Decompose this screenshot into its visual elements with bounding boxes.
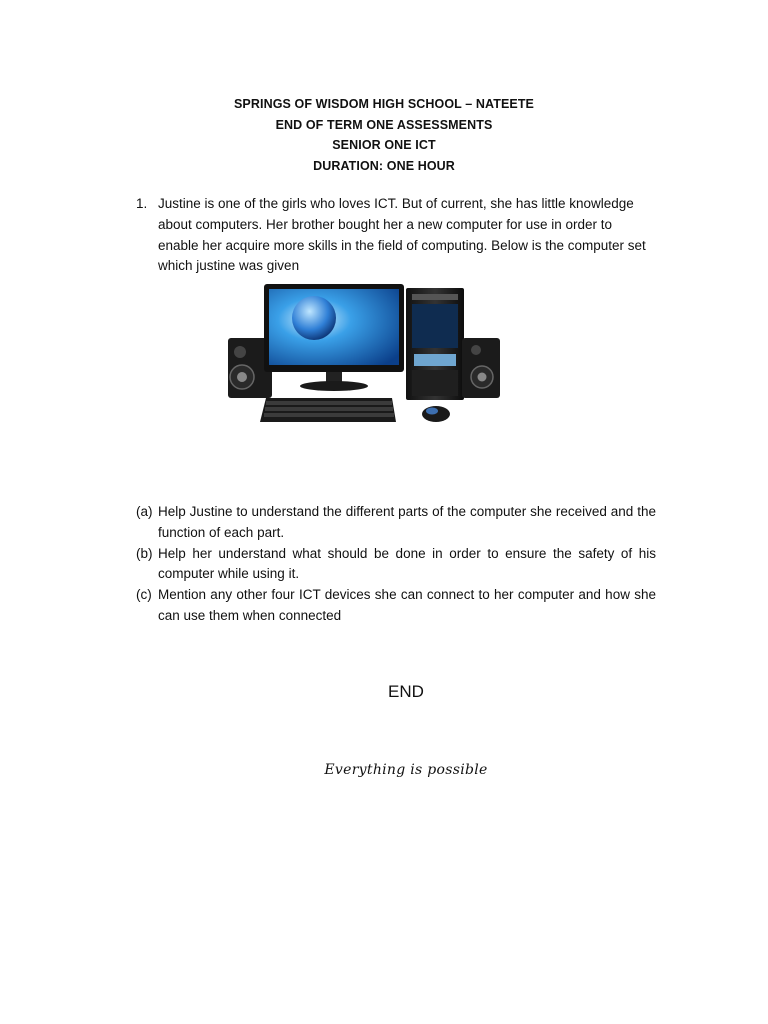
sub-question-a — [136, 502, 656, 544]
mouse — [422, 406, 450, 422]
question-1 — [136, 194, 656, 277]
computer-set-illustration — [226, 280, 506, 430]
school-name: SPRINGS OF WISDOM HIGH SCHOOL – NATEETE — [234, 97, 534, 111]
duration: DURATION: ONE HOUR — [313, 158, 455, 173]
right-speaker — [462, 338, 500, 398]
end-marker: END — [388, 682, 424, 701]
sub-question-b — [136, 544, 656, 586]
sub-question-text: Mention any other four ICT devices she can connect to her computer and how she can use them when connected — [158, 587, 656, 623]
sub-question-label: (b) — [136, 545, 153, 561]
monitor — [264, 284, 404, 391]
keyboard — [260, 398, 396, 422]
sub-question-text: Help her understand what should be done in order to ensure the safety of his computer while using it. — [158, 545, 656, 582]
sub-question-c — [136, 585, 656, 627]
sub-questions — [136, 502, 656, 627]
exam-header — [0, 94, 768, 176]
sub-question-label: (a) — [136, 504, 153, 519]
sub-question-text: Help Justine to understand the different parts of the computer she received and the function of each part. — [158, 504, 656, 540]
sub-question-label: (c) — [136, 587, 152, 603]
exam-title: END OF TERM ONE ASSESSMENTS — [275, 117, 493, 132]
class-title: SENIOR ONE ICT — [332, 138, 436, 152]
question-text: Justine is one of the girls who loves ICT. But of current, she has little knowledge about computers. Her brother bought her a new computer for use in order to enable her acquire more skills in the field of computing. Below is the computer set which justine was given — [158, 196, 646, 274]
motto: Everything is possible — [324, 762, 488, 778]
system-unit — [406, 288, 464, 400]
question-number: 1. — [136, 196, 148, 211]
